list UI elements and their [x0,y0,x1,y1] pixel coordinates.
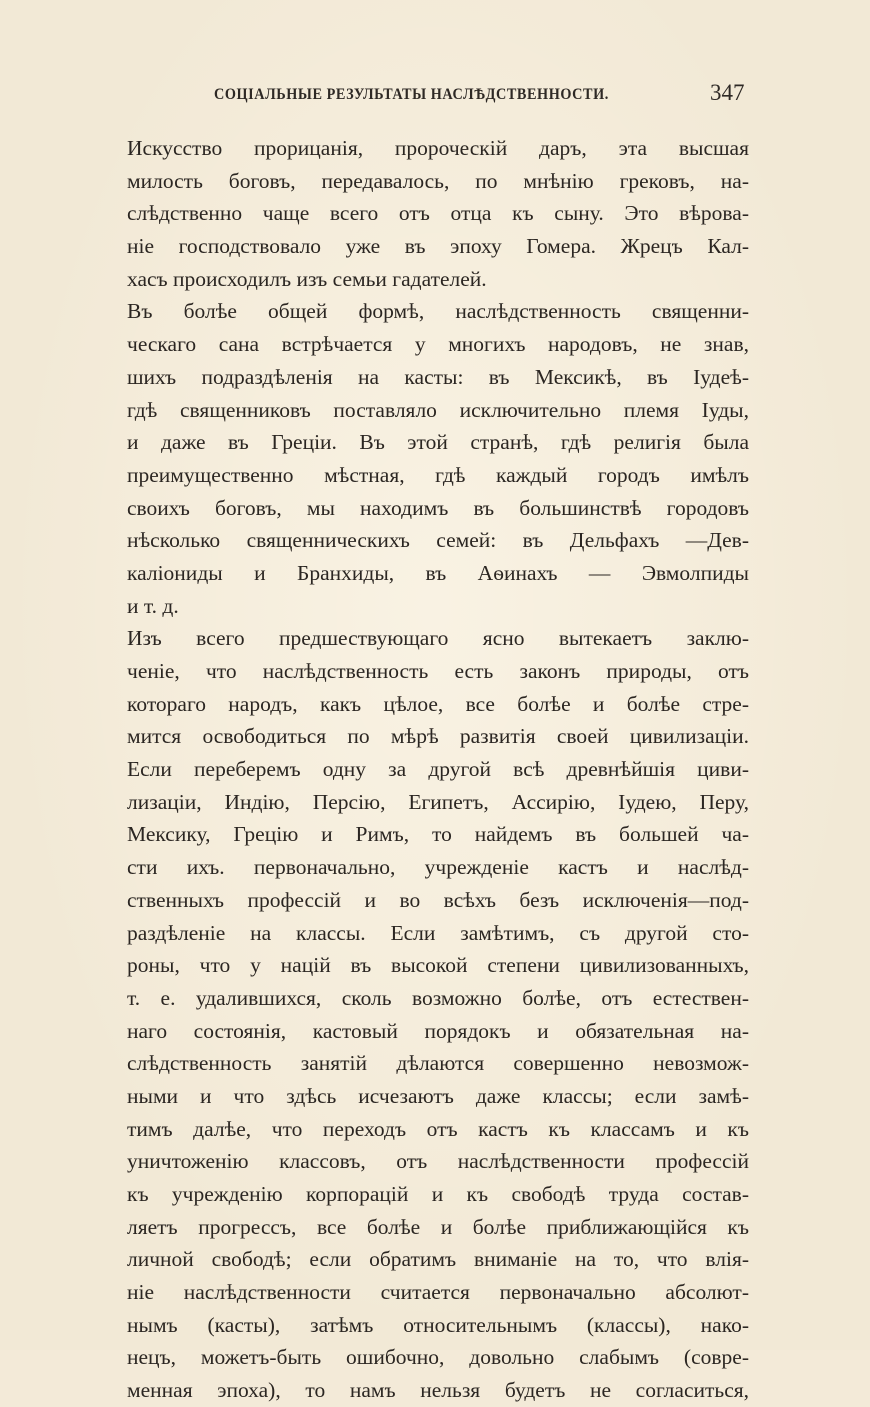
text-line: роны, что у націй въ высокой степени цивилизованныхъ, [127,953,749,978]
text-line: ніе наслѣдственности считается первоначально абсолют- [127,1280,749,1305]
text-line: и даже въ Греціи. Въ этой странѣ, гдѣ религія была [127,430,749,455]
text-line: преимущественно мѣстная, гдѣ каждый городъ имѣлъ [127,462,749,487]
text-line: нецъ, можетъ-быть ошибочно, довольно слабымъ (совре- [127,1345,749,1370]
text-line: и т. д. [127,593,179,618]
body-text [127,132,749,1407]
text-line: гдѣ священниковъ поставляло исключительно племя Іуды, [127,397,749,422]
text-line: личной свободѣ; если обратимъ вниманіе на то, что влія- [127,1247,749,1272]
text-line: Если переберемъ одну за другой всѣ древнѣйшія циви- [127,757,749,782]
text-line: нымъ (касты), затѣмъ относительнымъ (классы), нако- [127,1312,749,1337]
text-line: т. е. удалившихся, сколь возможно болѣе, отъ естествен- [127,985,749,1010]
paragraph-first-line: Изъ всего предшествующаго ясно вытекаетъ заклю- [127,626,749,651]
text-line: слѣдственно чаще всего отъ отца къ сыну. Это вѣрова- [127,201,749,226]
text-line: ственныхъ профессій и во всѣхъ безъ исключенія—под- [127,887,749,912]
text-line: ченіе, что наслѣдственность есть законъ природы, отъ [127,659,749,683]
text-line: раздѣленіе на классы. Если замѣтимъ, съ другой сто- [127,920,749,945]
text-line: ческаго сана встрѣчается у многихъ народовъ, не знав, [127,332,749,357]
text-line: милость боговъ, передавалось, по мнѣнію грековъ, на- [127,168,749,193]
text-line: хасъ происходилъ изъ семьи гадателей. [127,266,487,291]
text-line: слѣдственность занятій дѣлаются совершенно невозмож- [127,1051,749,1076]
text-line: къ учрежденію корпорацій и къ свободѣ труда состав- [127,1182,749,1206]
text-line: своихъ боговъ, мы находимъ въ большинствѣ городовъ [127,495,749,520]
paragraph-first-line: Въ болѣе общей формѣ, наслѣдственность священни- [127,299,749,324]
text-line: мится освободиться по мѣрѣ развитія своей цивилизаціи. [127,724,749,749]
text-line: лизаціи, Индію, Персію, Египетъ, Ассирію, Іудею, Перу, [127,789,749,814]
text-line: ніе господствовало уже въ эпоху Гомера. Жрецъ Кал- [127,234,749,259]
text-line: тимъ далѣе, что переходъ отъ кастъ къ классамъ и къ [127,1116,749,1141]
text-line: ляетъ прогрессъ, все болѣе и болѣе приближающійся къ [127,1214,749,1239]
text-line: наго состоянія, кастовый порядокъ и обязательная на- [127,1018,749,1043]
text-line: сти ихъ. первоначально, учрежденіе кастъ и наслѣд- [127,855,749,880]
text-line: шихъ подраздѣленія на касты: въ Мексикѣ, въ Іудеѣ- [127,364,749,389]
text-line: нѣсколько священническихъ семей: въ Дельфахъ —Дев- [127,528,749,553]
paragraph-first-line: Искусство прорицанія, пророческій даръ, эта высшая [127,136,749,160]
text-line: Мексику, Грецію и Римъ, то найдемъ въ большей ча- [127,822,749,847]
text-line: ными и что здѣсь исчезаютъ даже классы; если замѣ- [127,1083,749,1108]
text-line: менная эпоха), то намъ нельзя будетъ не согласиться, [127,1378,749,1403]
text-line: котораго народъ, какъ цѣлое, все болѣе и болѣе стре- [127,691,749,716]
running-head: СОЦІАЛЬНЫЕ РЕЗУЛЬТАТЫ НАСЛѢДСТВЕННОСТИ. [214,86,609,103]
page-number: 347 [710,80,745,105]
text-line: уничтоженію классовъ, отъ наслѣдственности профессій [127,1149,749,1174]
text-line: каліониды и Бранхиды, въ Аѳинахъ — Эвмолпиды [127,560,749,585]
